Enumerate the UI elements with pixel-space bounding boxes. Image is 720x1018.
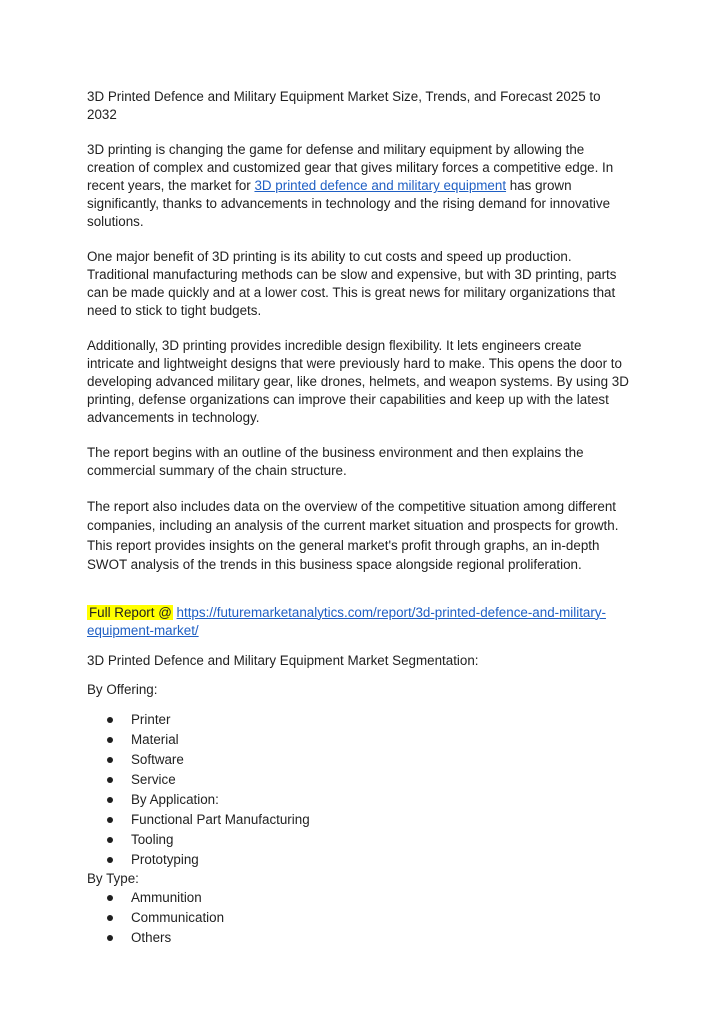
list-item: Tooling [87, 830, 632, 850]
list-item: By Application: [87, 790, 632, 810]
full-report-line [87, 604, 632, 641]
bullet-icon [107, 777, 113, 783]
list-item: Communication [87, 908, 632, 928]
bullet-icon [107, 837, 113, 843]
by-type-list [87, 888, 632, 948]
segmentation-heading: 3D Printed Defence and Military Equipment Market Segmentation: [87, 652, 479, 668]
list-item: Functional Part Manufacturing [87, 810, 632, 830]
bullet-icon [107, 915, 113, 921]
intro-paragraph [87, 141, 632, 231]
bullet-icon [107, 817, 113, 823]
by-offering-list [87, 710, 632, 870]
market-link[interactable]: 3D printed defence and military equipment [254, 178, 507, 193]
list-item: Service [87, 770, 632, 790]
bullet-icon [107, 737, 113, 743]
list-item: Others [87, 928, 632, 948]
by-offering-heading: By Offering: [87, 681, 158, 697]
intro-text-after-link: has grown significantly, thanks to advancements in technology and the rising demand for innovative solutions. [87, 178, 611, 229]
bullet-icon [107, 935, 113, 941]
full-report-link[interactable]: https://futuremarketanalytics.com/report/3d-printed-defence-and-military-equipment-market/ [87, 604, 606, 639]
list-item: Printer [87, 710, 632, 730]
bullet-icon [107, 757, 113, 763]
intro-text-before-link: 3D printing is changing the game for defense and military equipment by allowing the creation of complex and customized gear that gives military forces a competitive edge. In recent years, the market for [87, 142, 614, 193]
list-item: Ammunition [87, 888, 632, 908]
list-item: Software [87, 750, 632, 770]
paragraph-cost-benefit: One major benefit of 3D printing is its ability to cut costs and speed up production. Traditional manufacturing methods can be slow and expensive, but with 3D printing, parts can be made quickly and at a lower cost. This is great news for military organizations that need to stick to tight budgets. [87, 249, 617, 318]
paragraph-design-flexibility: Additionally, 3D printing provides incredible design flexibility. It lets engineers create intricate and lightweight designs that were previously hard to make. This opens the door to developing advanced military gear, like drones, helmets, and weapon systems. By using 3D printing, defense organizations can improve their capabilities and keep up with the latest advancements in technology. [87, 338, 629, 425]
list-item: Prototyping [87, 850, 632, 870]
bullet-icon [107, 895, 113, 901]
bullet-icon [107, 797, 113, 803]
paragraph-report-outline: The report begins with an outline of the business environment and then explains the commercial summary of the chain structure. [87, 445, 584, 478]
document-title: 3D Printed Defence and Military Equipment Market Size, Trends, and Forecast 2025 to 2032 [87, 89, 601, 122]
bullet-icon [107, 717, 113, 723]
paragraph-competitive-overview: The report also includes data on the overview of the competitive situation among different companies, including an analysis of the current market situation and prospects for growth. This report provides insights on the general market's profit through graphs, an in-depth SWOT analysis of the trends in this business space alongside regional proliferation. [87, 499, 619, 573]
bullet-icon [107, 857, 113, 863]
full-report-label: Full Report @ [89, 604, 172, 620]
list-item: Material [87, 730, 632, 750]
by-type-heading: By Type: [87, 870, 139, 886]
